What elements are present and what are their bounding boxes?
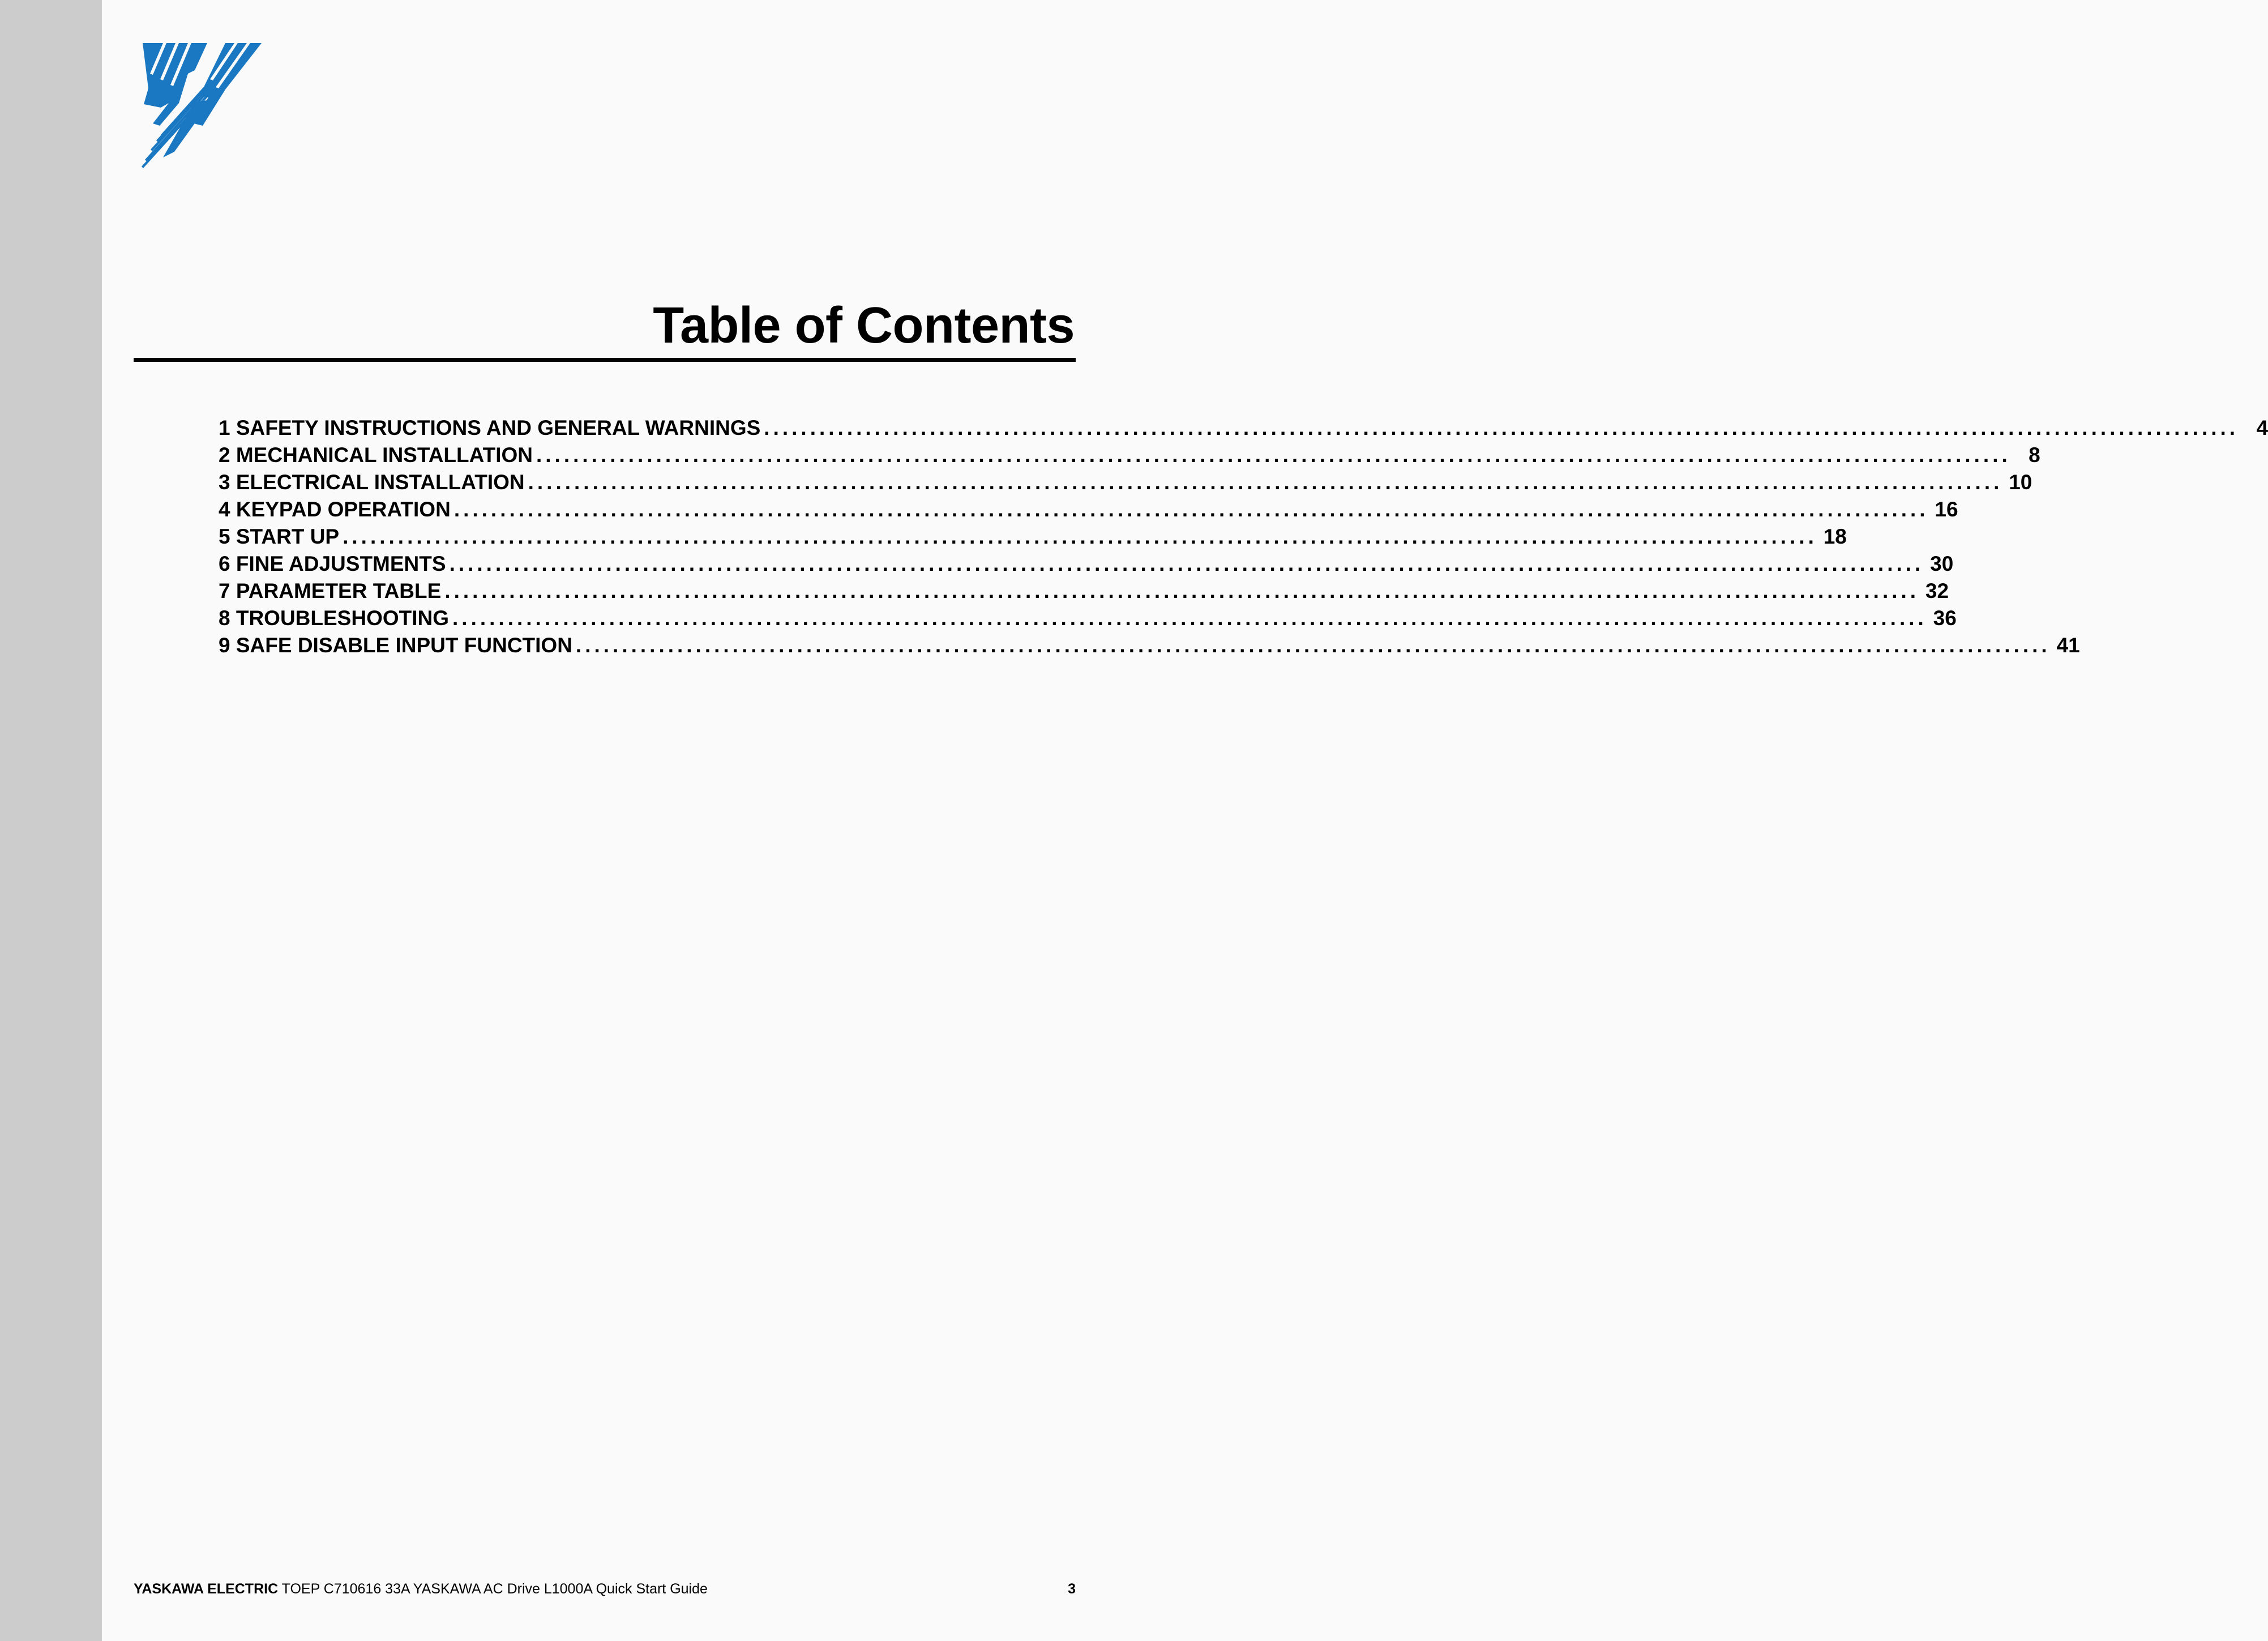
- toc-entry-label: 7 PARAMETER TABLE: [219, 579, 442, 602]
- toc-entry-page: 30: [1930, 552, 1954, 575]
- toc-entry-electrical-installation[interactable]: [219, 469, 2032, 496]
- footer-document-title: TOEP C710616 33A YASKAWA AC Drive L1000A Quick Start Guide: [281, 1581, 708, 1597]
- toc-entry-troubleshooting[interactable]: [219, 605, 1957, 632]
- toc-entry-label: 3 ELECTRICAL INSTALLATION: [219, 471, 525, 494]
- toc-dot-leader: ................................................................................................................................................................: [453, 498, 1929, 521]
- toc-entry-page: 8: [2029, 443, 2040, 467]
- footer-brand: YASKAWA ELECTRIC: [134, 1581, 279, 1597]
- toc-entry-page: 32: [1925, 579, 1949, 602]
- toc-entry-label: 1 SAFETY INSTRUCTIONS AND GENERAL WARNINGS: [219, 416, 761, 439]
- toc-dot-leader: ................................................................................................................................................................: [764, 416, 2239, 439]
- toc-dot-leader: ................................................................................................................................................................: [452, 606, 1927, 630]
- toc-dot-leader: ................................................................................................................................................................: [444, 579, 1920, 602]
- toc-dot-leader: ................................................................................................................................................................: [343, 525, 1817, 548]
- toc-entry-safe-disable-input-function[interactable]: [219, 632, 2080, 659]
- toc-entry-label: 9 SAFE DISABLE INPUT FUNCTION: [219, 634, 572, 657]
- toc-entry-page: 18: [1823, 525, 1847, 548]
- toc-entry-label: 6 FINE ADJUSTMENTS: [219, 552, 446, 575]
- toc-entry-label: 8 TROUBLESHOOTING: [219, 606, 450, 630]
- toc-entry-page: 10: [2009, 471, 2032, 494]
- toc-dot-leader: ................................................................................................................................................................: [575, 634, 2051, 657]
- page-footer: [134, 1580, 1076, 1598]
- side-band: [0, 0, 102, 1641]
- toc-entry-page: 36: [1933, 606, 1957, 630]
- toc-entry-page: 16: [1935, 498, 1958, 521]
- toc-entry-label: 4 KEYPAD OPERATION: [219, 498, 451, 521]
- toc-entry-mechanical-installation[interactable]: [219, 442, 2040, 469]
- yaskawa-logo-icon: [140, 41, 263, 168]
- toc-entry-safety-instructions[interactable]: [219, 414, 2268, 442]
- toc-entry-label: 2 MECHANICAL INSTALLATION: [219, 443, 533, 467]
- toc-entry-label: 5 START UP: [219, 525, 340, 548]
- footer-page-number: 3: [1068, 1581, 1076, 1597]
- title-divider: [134, 358, 1076, 362]
- toc-dot-leader: ................................................................................................................................................................: [528, 471, 2003, 494]
- toc-entry-page: 41: [2056, 634, 2080, 657]
- toc-dot-leader: ................................................................................................................................................................: [449, 552, 1924, 575]
- toc-list: [219, 414, 2268, 659]
- toc-dot-leader: ................................................................................................................................................................: [536, 443, 2011, 467]
- toc-entry-parameter-table[interactable]: [219, 578, 1949, 605]
- toc-entry-page: 4: [2256, 416, 2268, 439]
- toc-entry-keypad-operation[interactable]: [219, 496, 1958, 523]
- footer-document-info: [134, 1580, 708, 1598]
- toc-entry-fine-adjustments[interactable]: [219, 550, 1954, 578]
- page-title: Table of Contents: [653, 297, 1075, 354]
- toc-entry-start-up[interactable]: [219, 523, 1847, 550]
